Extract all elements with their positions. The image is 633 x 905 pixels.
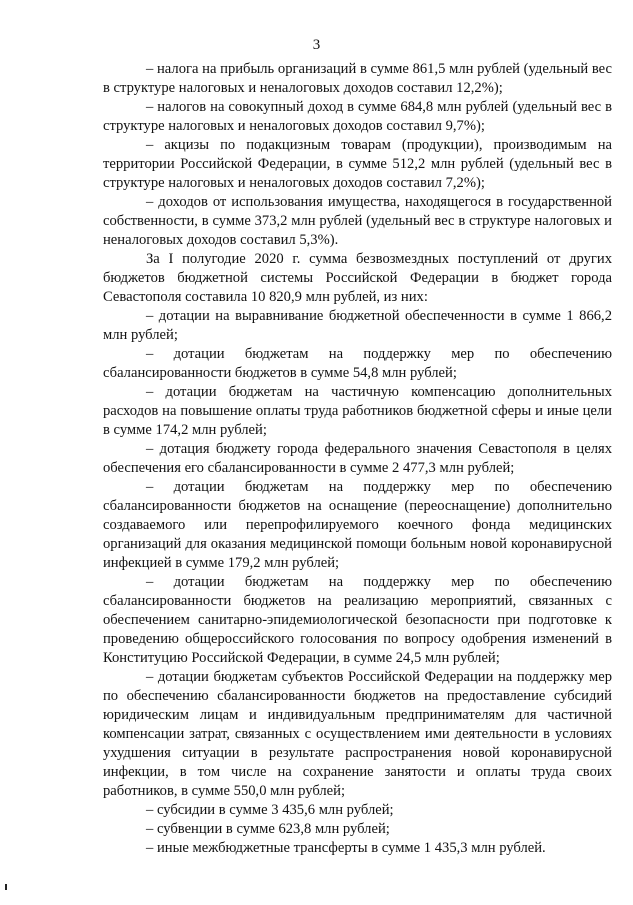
document-body bbox=[103, 60, 612, 858]
paragraph-equalization-subsidy: – дотации на выравнивание бюджетной обеспеченности в сумме 1 866,2 млн рублей; bbox=[103, 308, 612, 343]
paragraph-property-income: – доходов от использования имущества, находящегося в государственной собственности, в сумме 373,2 млн рублей (удельный вес в структуре налоговых и неналоговых доходов составил 5,3%). bbox=[103, 194, 612, 248]
paragraph-sevastopol-subsidy: – дотация бюджету города федерального значения Севастополя в целях обеспечения его сбалансированности в сумме 2 477,3 млн рублей; bbox=[103, 441, 612, 476]
paragraph-other-transfers: – иные межбюджетные трансферты в сумме 1 435,3 млн рублей. bbox=[146, 840, 546, 856]
paragraph-subventions: – субвенции в сумме 623,8 млн рублей; bbox=[146, 821, 390, 837]
paragraph-grants-summary: За I полугодие 2020 г. сумма безвозмездных поступлений от других бюджетов бюджетной системы Российской Федерации в бюджет города Севастополя составила 10 820,9 млн рублей, из них: bbox=[103, 251, 612, 305]
paragraph-business-support-subsidy: – дотации бюджетам субъектов Российской Федерации на поддержку мер по обеспечению сбалансированности бюджетов на предоставление субсидий юридическим лицам и индивидуальным предпринимателям для частичной компенсации затрат, связанных с осуществлением ими деятельности в условиях ухудшения ситуации в результате распространения новой коронавирусной инфекции, в том числе на сохранение занятости и оплаты труда своих работников, в сумме 550,0 млн рублей; bbox=[103, 669, 612, 799]
paragraph-aggregate-income-tax: – налогов на совокупный доход в сумме 684,8 млн рублей (удельный вес в структуре налоговых и неналоговых доходов составил 9,7%); bbox=[103, 99, 612, 134]
paragraph-subsidies: – субсидии в сумме 3 435,6 млн рублей; bbox=[146, 802, 394, 818]
paragraph-voting-safety-subsidy: – дотации бюджетам на поддержку мер по обеспечению сбалансированности бюджетов на реализацию мероприятий, связанных с обеспечением санитарно-эпидемиологической безопасности при подготовке к проведению общероссийского голосования по вопросу одобрения изменений в Конституцию Российской Федерации, в сумме 24,5 млн рублей; bbox=[103, 574, 612, 666]
paragraph-hospital-beds-subsidy: – дотации бюджетам на поддержку мер по обеспечению сбалансированности бюджетов на оснащение (переоснащение) дополнительно создаваемого или перепрофилируемого коечного фонда медицинских организаций для оказания медицинской помощи больным новой коронавирусной инфекцией в сумме 179,2 млн рублей; bbox=[103, 479, 612, 571]
paragraph-excise-duties: – акцизы по подакцизным товарам (продукции), производимым на территории Российской Федерации, в сумме 512,2 млн рублей (удельный вес в структуре налоговых и неналоговых доходов составил 7,2%); bbox=[103, 137, 612, 191]
paragraph-profit-tax: – налога на прибыль организаций в сумме 861,5 млн рублей (удельный вес в структуре налоговых и неналоговых доходов составил 12,2%); bbox=[103, 61, 612, 96]
paragraph-balance-subsidy: – дотации бюджетам на поддержку мер по обеспечению сбалансированности бюджетов в сумме 54,8 млн рублей; bbox=[103, 346, 612, 381]
page-number: 3 bbox=[312, 37, 321, 53]
paragraph-wage-compensation-subsidy: – дотации бюджетам на частичную компенсацию дополнительных расходов на повышение оплаты труда работников бюджетной сферы и иные цели в сумме 174,2 млн рублей; bbox=[103, 384, 612, 438]
scan-edge-mark bbox=[5, 884, 7, 890]
